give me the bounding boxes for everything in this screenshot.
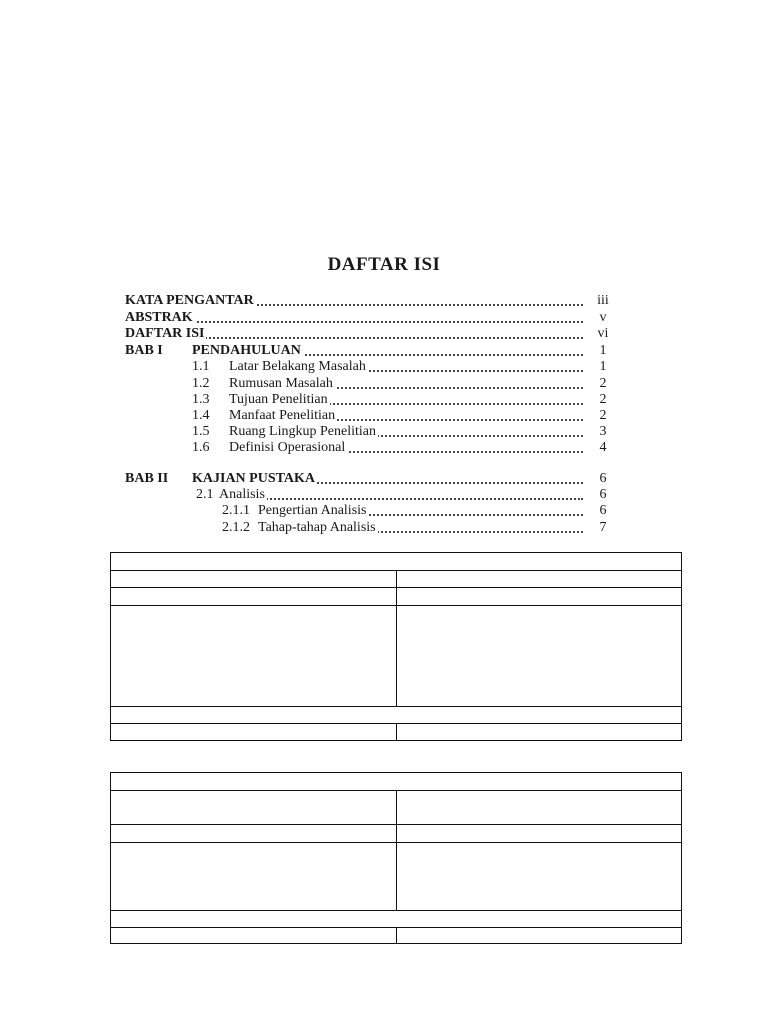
toc-page-number: 6 [599, 487, 607, 502]
toc-section-number: 2.1.1 [222, 503, 250, 518]
toc-entry-label: DAFTAR ISI [125, 326, 205, 341]
toc-entry-label: KAJIAN PUSTAKA [192, 471, 316, 486]
toc-page-number: 6 [599, 503, 607, 518]
table-row [111, 773, 681, 790]
toc-section-number: 1.4 [192, 408, 210, 423]
toc-section-number: 1.3 [192, 392, 210, 407]
toc-page-number: 4 [599, 440, 607, 455]
toc-entry-label: ABSTRAK [125, 310, 193, 325]
table-cell-divider [396, 588, 397, 605]
toc-entry-label: Definisi Operasional [229, 440, 346, 455]
toc-page-number: v [599, 310, 607, 325]
toc-entry-analisis [219, 486, 583, 503]
toc-entry-rumusan-masalah [229, 375, 583, 392]
table-row [111, 570, 681, 587]
table-row [111, 553, 681, 570]
toc-page-number: 1 [599, 359, 607, 374]
toc-entry-definisi-operasional [229, 439, 583, 456]
toc-page-number: 7 [599, 520, 607, 535]
toc-page-number: iii [597, 293, 609, 308]
toc-page-number: 3 [599, 424, 607, 439]
toc-entry-pengertian-analisis [258, 502, 583, 519]
toc-entry-tahap-analisis [258, 519, 583, 536]
table-cell-divider [396, 791, 397, 824]
table-row [111, 605, 681, 706]
toc-section-number: 1.1 [192, 359, 210, 374]
toc-entry-pendahuluan [192, 342, 583, 359]
toc-entry-label: Analisis [219, 487, 265, 502]
toc-entry-label: Latar Belakang Masalah [229, 359, 366, 374]
table-row [111, 824, 681, 842]
table-cell-divider [396, 571, 397, 587]
toc-entry-daftar-isi [125, 325, 583, 342]
toc-entry-kata-pengantar [125, 292, 583, 309]
toc-entry-kajian-pustaka [192, 470, 583, 487]
toc-entry-label: PENDAHULUAN [192, 343, 301, 358]
toc-entry-label: Manfaat Penelitian [229, 408, 336, 423]
table-cell-divider [396, 825, 397, 842]
table-cell-divider [396, 843, 397, 910]
toc-entry-manfaat-penelitian [229, 407, 583, 424]
empty-table-2 [110, 772, 682, 944]
table-row [111, 790, 681, 824]
toc-section-number: 2.1.2 [222, 520, 250, 535]
toc-entry-ruang-lingkup [229, 423, 583, 440]
toc-entry-label: Pengertian Analisis [258, 503, 367, 518]
table-row [111, 910, 681, 927]
toc-section-number: 2.1 [196, 487, 214, 502]
table-row [111, 706, 681, 723]
toc-section-number: 1.5 [192, 424, 210, 439]
toc-section-number: 1.6 [192, 440, 210, 455]
toc-page-number: 2 [599, 408, 607, 423]
toc-entry-label: Tujuan Penelitian [229, 392, 328, 407]
table-row [111, 723, 681, 740]
table-cell-divider [396, 928, 397, 943]
toc-page-number: vi [597, 326, 609, 341]
toc-entry-label: Rumusan Masalah [229, 376, 333, 391]
toc-entry-tujuan-penelitian [229, 391, 583, 408]
toc-page-number: 2 [599, 392, 607, 407]
page-title: DAFTAR ISI [327, 254, 441, 275]
toc-entry-latar-belakang [229, 358, 583, 375]
toc-entry-label: Tahap-tahap Analisis [258, 520, 376, 535]
toc-entry-abstrak [125, 309, 583, 326]
table-row [111, 927, 681, 943]
table-row [111, 842, 681, 910]
toc-page-number: 1 [599, 343, 607, 358]
toc-section-number: 1.2 [192, 376, 210, 391]
table-cell-divider [396, 724, 397, 740]
toc-entry-label: KATA PENGANTAR [125, 293, 254, 308]
table-row [111, 587, 681, 605]
table-cell-divider [396, 606, 397, 706]
toc-chapter-label: BAB II [125, 471, 169, 486]
empty-table-1 [110, 552, 682, 741]
toc-entry-label: Ruang Lingkup Penelitian [229, 424, 376, 439]
toc-page-number: 6 [599, 471, 607, 486]
toc-chapter-label: BAB I [125, 343, 163, 358]
toc-page-number: 2 [599, 376, 607, 391]
